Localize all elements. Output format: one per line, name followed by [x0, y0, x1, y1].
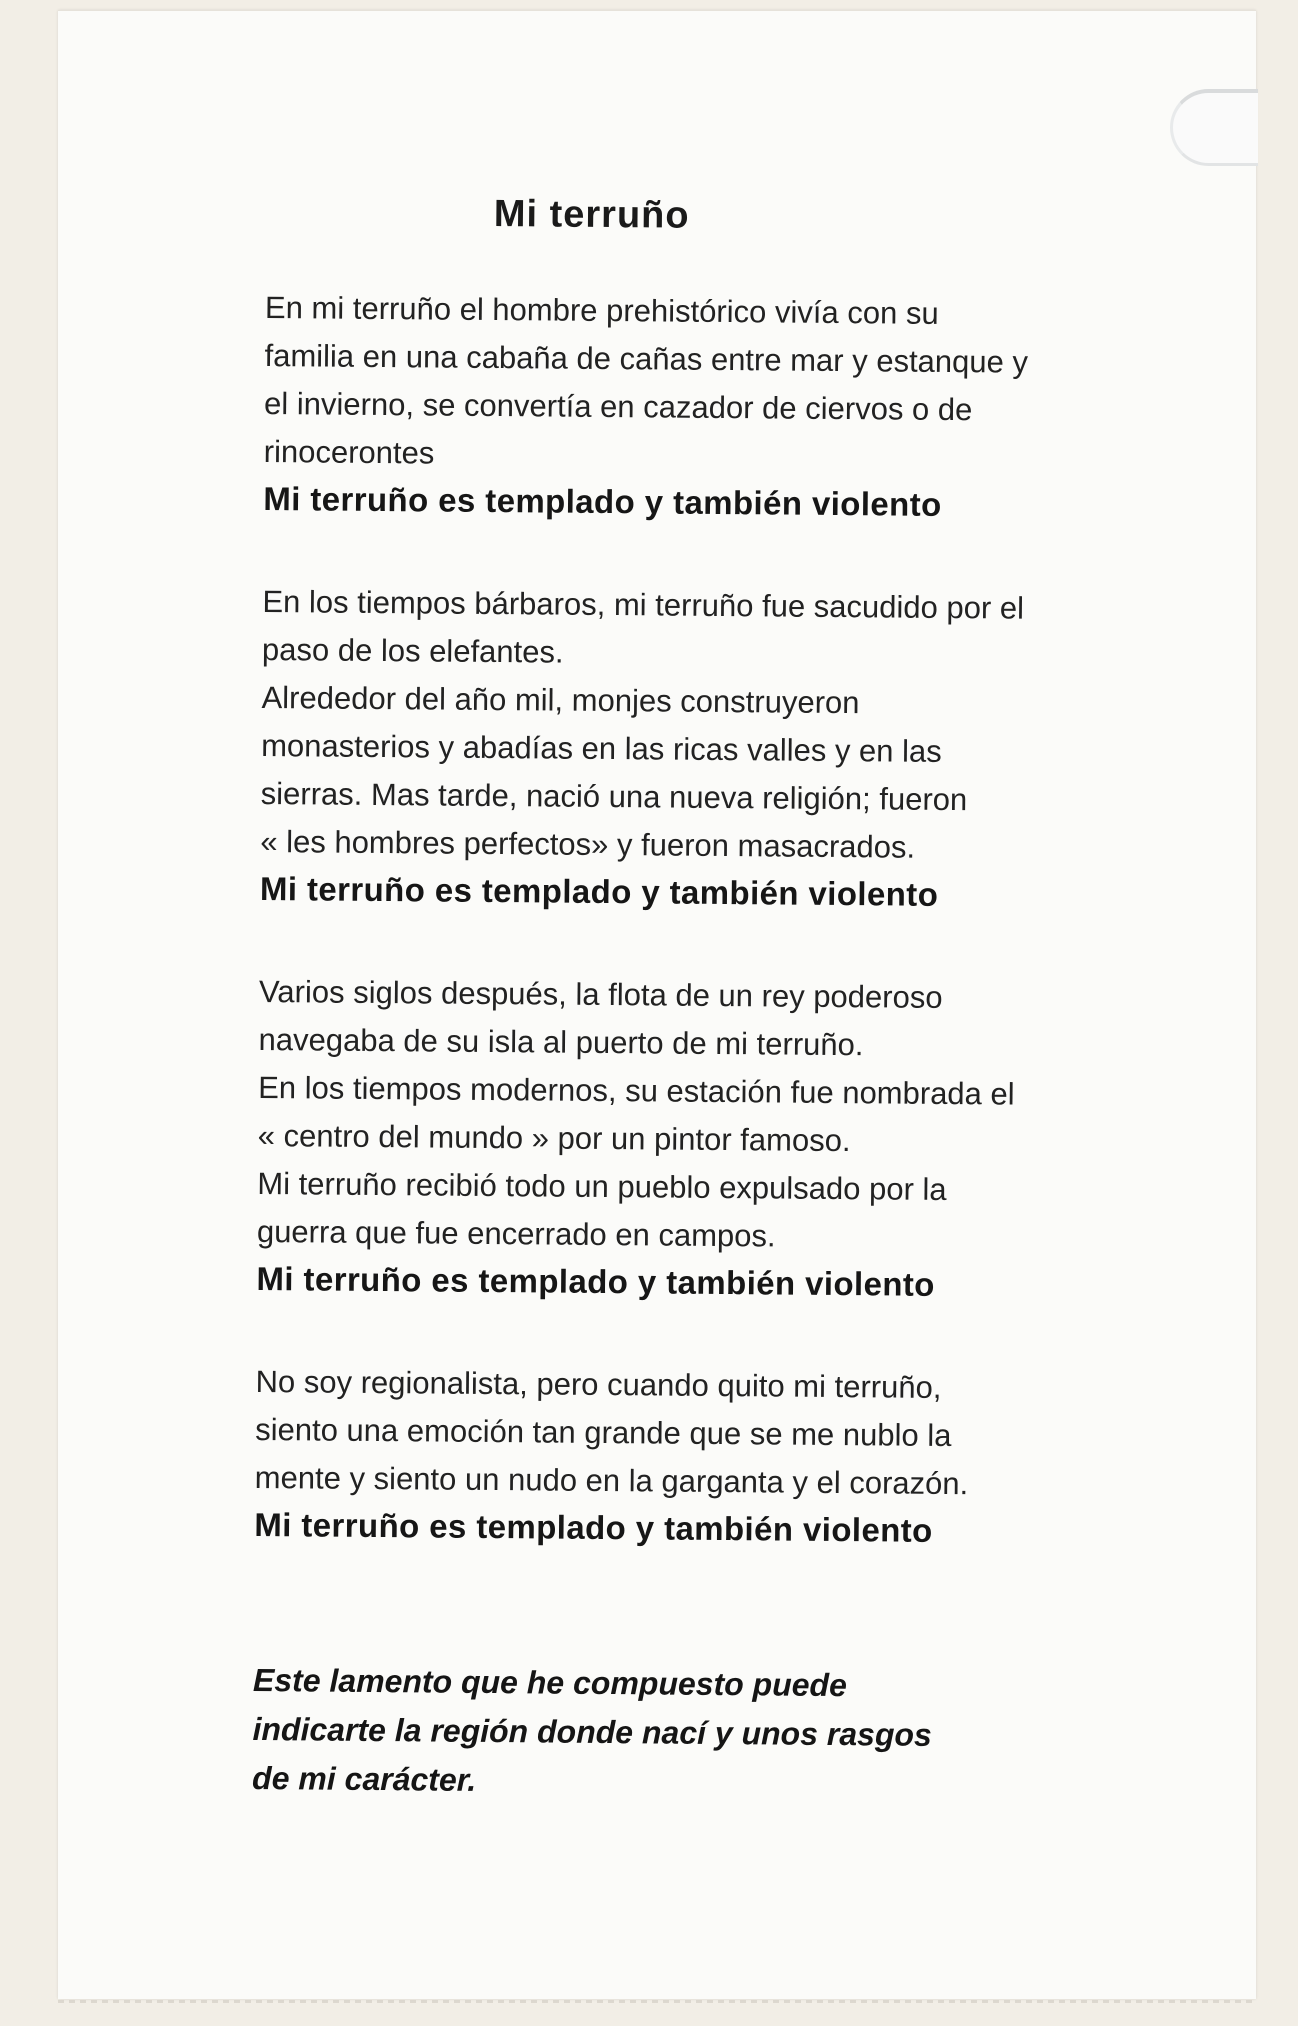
poem: [252, 191, 1206, 1811]
closing-line: indicarte la región donde nací y unos rasgos: [252, 1710, 932, 1753]
stanza-line: Alrededor del año mil, monjes construyeron: [261, 679, 860, 721]
stanza-line: « centro del mundo » por un pintor famoso.: [257, 1117, 851, 1159]
stanza-1: [263, 284, 1205, 530]
stanza-4: [254, 1358, 1196, 1556]
stanza-line: « les hombres perfectos» y fueron masacrados.: [260, 823, 916, 865]
stanza-refrain: Mi terruño es templado y también violento: [263, 479, 942, 523]
stanza-line: monasterios y abadías en las ricas valles y en las: [261, 727, 942, 769]
binder-clip: [1170, 89, 1258, 166]
stanza-line: En los tiempos modernos, su estación fue nombrada el: [258, 1069, 1015, 1112]
paper-sheet: [58, 10, 1256, 1999]
stanza-line: No soy regionalista, pero cuando quito mi terruño,: [255, 1363, 942, 1405]
stanza-refrain: Mi terruño es templado y también violento: [259, 869, 939, 913]
stanza-line: navegaba de su isla al puerto de mi terruño.: [258, 1021, 864, 1063]
stanza-line: Mi terruño recibió todo un pueblo expulsado por la: [257, 1165, 947, 1207]
stanza-refrain: Mi terruño es templado y también violento: [256, 1259, 935, 1303]
poem-title: Mi terruño: [493, 192, 690, 237]
stanza-line: paso de los elefantes.: [261, 631, 564, 670]
stanza-line: sierras. Mas tarde, nació una nueva religión; fueron: [260, 775, 968, 818]
stanza-line: siento una emoción tan grande que se me nublo la: [255, 1411, 952, 1454]
stanza-line: rinocerontes: [263, 433, 435, 471]
stanza-line: el invierno, se convertía en cazador de ciervos o de: [263, 385, 973, 428]
stanza-line: Varios siglos después, la flota de un rey poderoso: [258, 973, 943, 1015]
stanza-3: [256, 968, 1199, 1310]
closing-line: Este lamento que he compuesto puede: [252, 1661, 848, 1704]
stanza-refrain: Mi terruño es templado y también violento: [254, 1505, 933, 1549]
closing-line: de mi carácter.: [251, 1759, 477, 1798]
stanza-2: [260, 578, 1203, 920]
stanza-line: familia en una cabaña de cañas entre mar y estanque y: [264, 337, 1029, 380]
closing-note: [252, 1656, 1193, 1811]
stanza-line: mente y siento un nudo en la garganta y el corazón.: [254, 1459, 969, 1502]
stanza-line: En los tiempos bárbaros, mi terruño fue sacudido por el: [262, 583, 1025, 626]
stanza-line: En mi terruño el hombre prehistórico vivía con su: [264, 289, 939, 331]
stanza-line: guerra que fue encerrado en campos.: [256, 1213, 776, 1254]
